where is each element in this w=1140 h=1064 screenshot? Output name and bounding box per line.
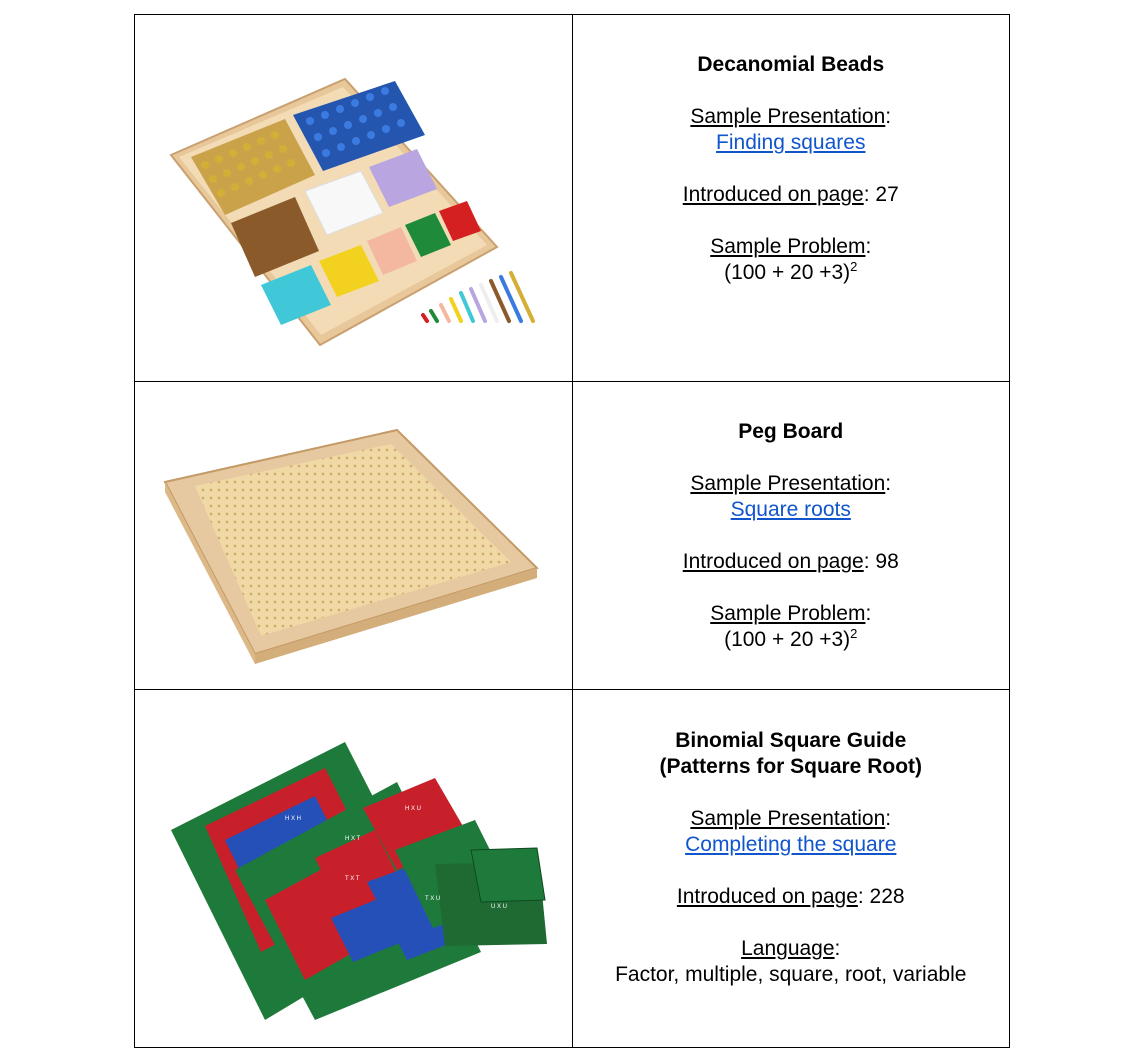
table-row — [135, 689, 1010, 1047]
card-label: H X U — [405, 805, 422, 812]
page-value: 98 — [875, 550, 899, 574]
card-label: U X U — [491, 903, 508, 910]
card-label: H X T — [345, 835, 361, 842]
presentation-label: Sample Presentation — [690, 472, 886, 496]
page-label: Introduced on page — [682, 550, 864, 574]
peg-board-image — [135, 382, 571, 689]
exponent: 2 — [850, 626, 858, 642]
page-label: Introduced on page — [676, 884, 858, 908]
sample-problem-label: Sample Problem — [710, 235, 866, 258]
material-subtitle: (Patterns for Square Root) — [659, 754, 923, 778]
page-value: 27 — [875, 183, 899, 206]
info-cell: Peg Board Sample Presentation: Square roots Introduced on page: 98 Sample Problem: $(100 + 20 +3)^2$ — [572, 382, 1010, 689]
sample-problem-value: (100 + 20 +3) — [724, 261, 851, 284]
card-label: T X U — [425, 895, 441, 902]
presentation-link[interactable]: Square roots — [730, 498, 851, 522]
page-label: Introduced on page — [682, 183, 864, 206]
info-cell: Binomial Square Guide (Patterns for Square Root) Sample Presentation: Completing the square Introduced on page: 228 Language: Factor, multiple, square, root, variable — [572, 689, 1010, 1047]
card-label: T X T — [345, 875, 360, 882]
sample-problem-label: Sample Problem — [710, 602, 866, 626]
presentation-label: Sample Presentation — [690, 806, 886, 830]
presentation-label: Sample Presentation — [690, 105, 886, 128]
image-cell — [135, 15, 573, 382]
sample-problem-value: (100 + 20 +3) — [724, 628, 851, 652]
image-cell — [135, 689, 573, 1047]
material-title: Decanomial Beads — [697, 53, 885, 76]
decanomial-beads-image — [135, 15, 571, 382]
presentation-link[interactable]: Finding squares — [716, 131, 866, 154]
material-title: Binomial Square Guide — [675, 728, 907, 752]
info-cell: Decanomial Beads Sample Presentation: Finding squares Introduced on page: 27 Sample Problem: $(100 + 20 +3)^2$ — [572, 15, 1010, 382]
page-value: 228 — [869, 884, 905, 908]
table-row — [135, 15, 1010, 382]
materials-table — [134, 14, 1010, 1048]
image-cell — [135, 382, 573, 689]
binomial-square-guide-image — [135, 690, 571, 1048]
card-label: H X H — [285, 815, 302, 822]
language-label: Language — [741, 936, 835, 960]
table-row — [135, 382, 1010, 689]
material-title: Peg Board — [738, 420, 844, 444]
language-value: Factor, multiple, square, root, variable — [615, 962, 967, 986]
exponent: 2 — [850, 259, 858, 274]
presentation-link[interactable]: Completing the square — [685, 832, 897, 856]
